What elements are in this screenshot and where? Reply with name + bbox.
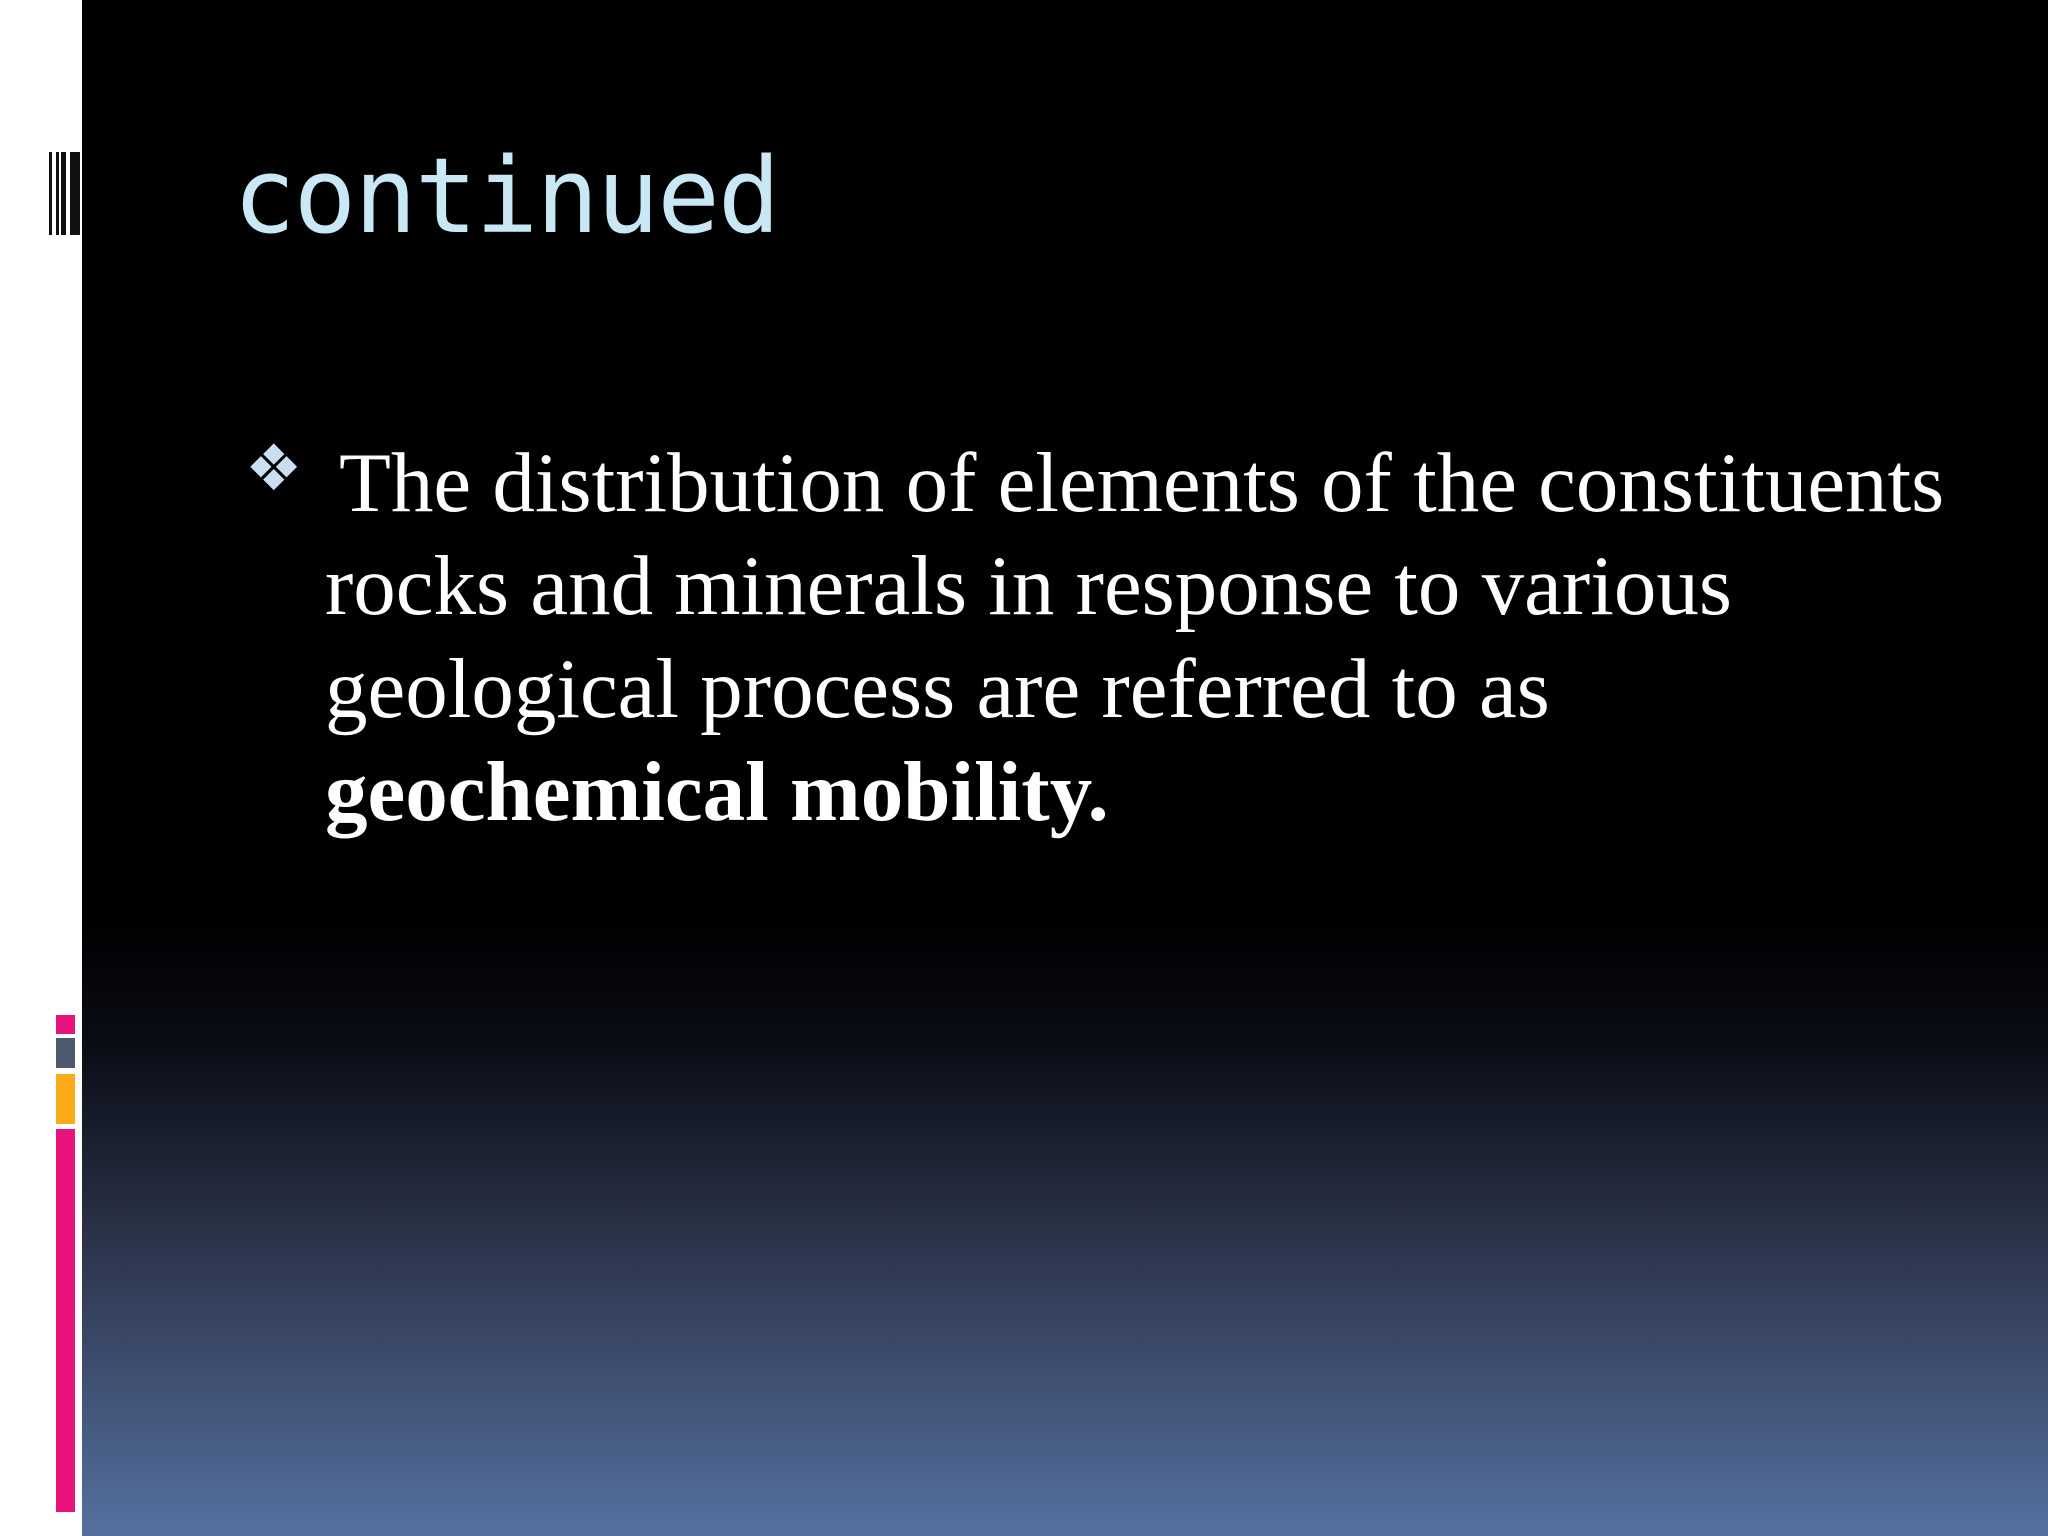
barcode-line [56,152,59,235]
body-line-4-bold: geochemical mobility. [325,745,1109,839]
accent-bar-pink-tall [56,1129,75,1512]
body-line-2: rocks and minerals in response to various [325,539,1732,633]
accent-bar-pink-small [56,1015,75,1034]
slide-title: continued [233,135,779,257]
bullet-diamond-icon: ❖ [245,432,303,506]
accent-bar-orange [56,1074,75,1124]
barcode-line [61,152,66,235]
barcode-line [70,152,80,235]
bullet-text-block [245,432,1945,844]
body-line-1: The distribution of elements of the constituents [339,436,1945,530]
accent-bar-slate [56,1038,75,1068]
barcode-decoration-icon [49,152,80,235]
barcode-line [49,152,52,235]
body-line-3: geological process are referred to as [325,642,1550,736]
accent-bars [56,1015,75,1512]
